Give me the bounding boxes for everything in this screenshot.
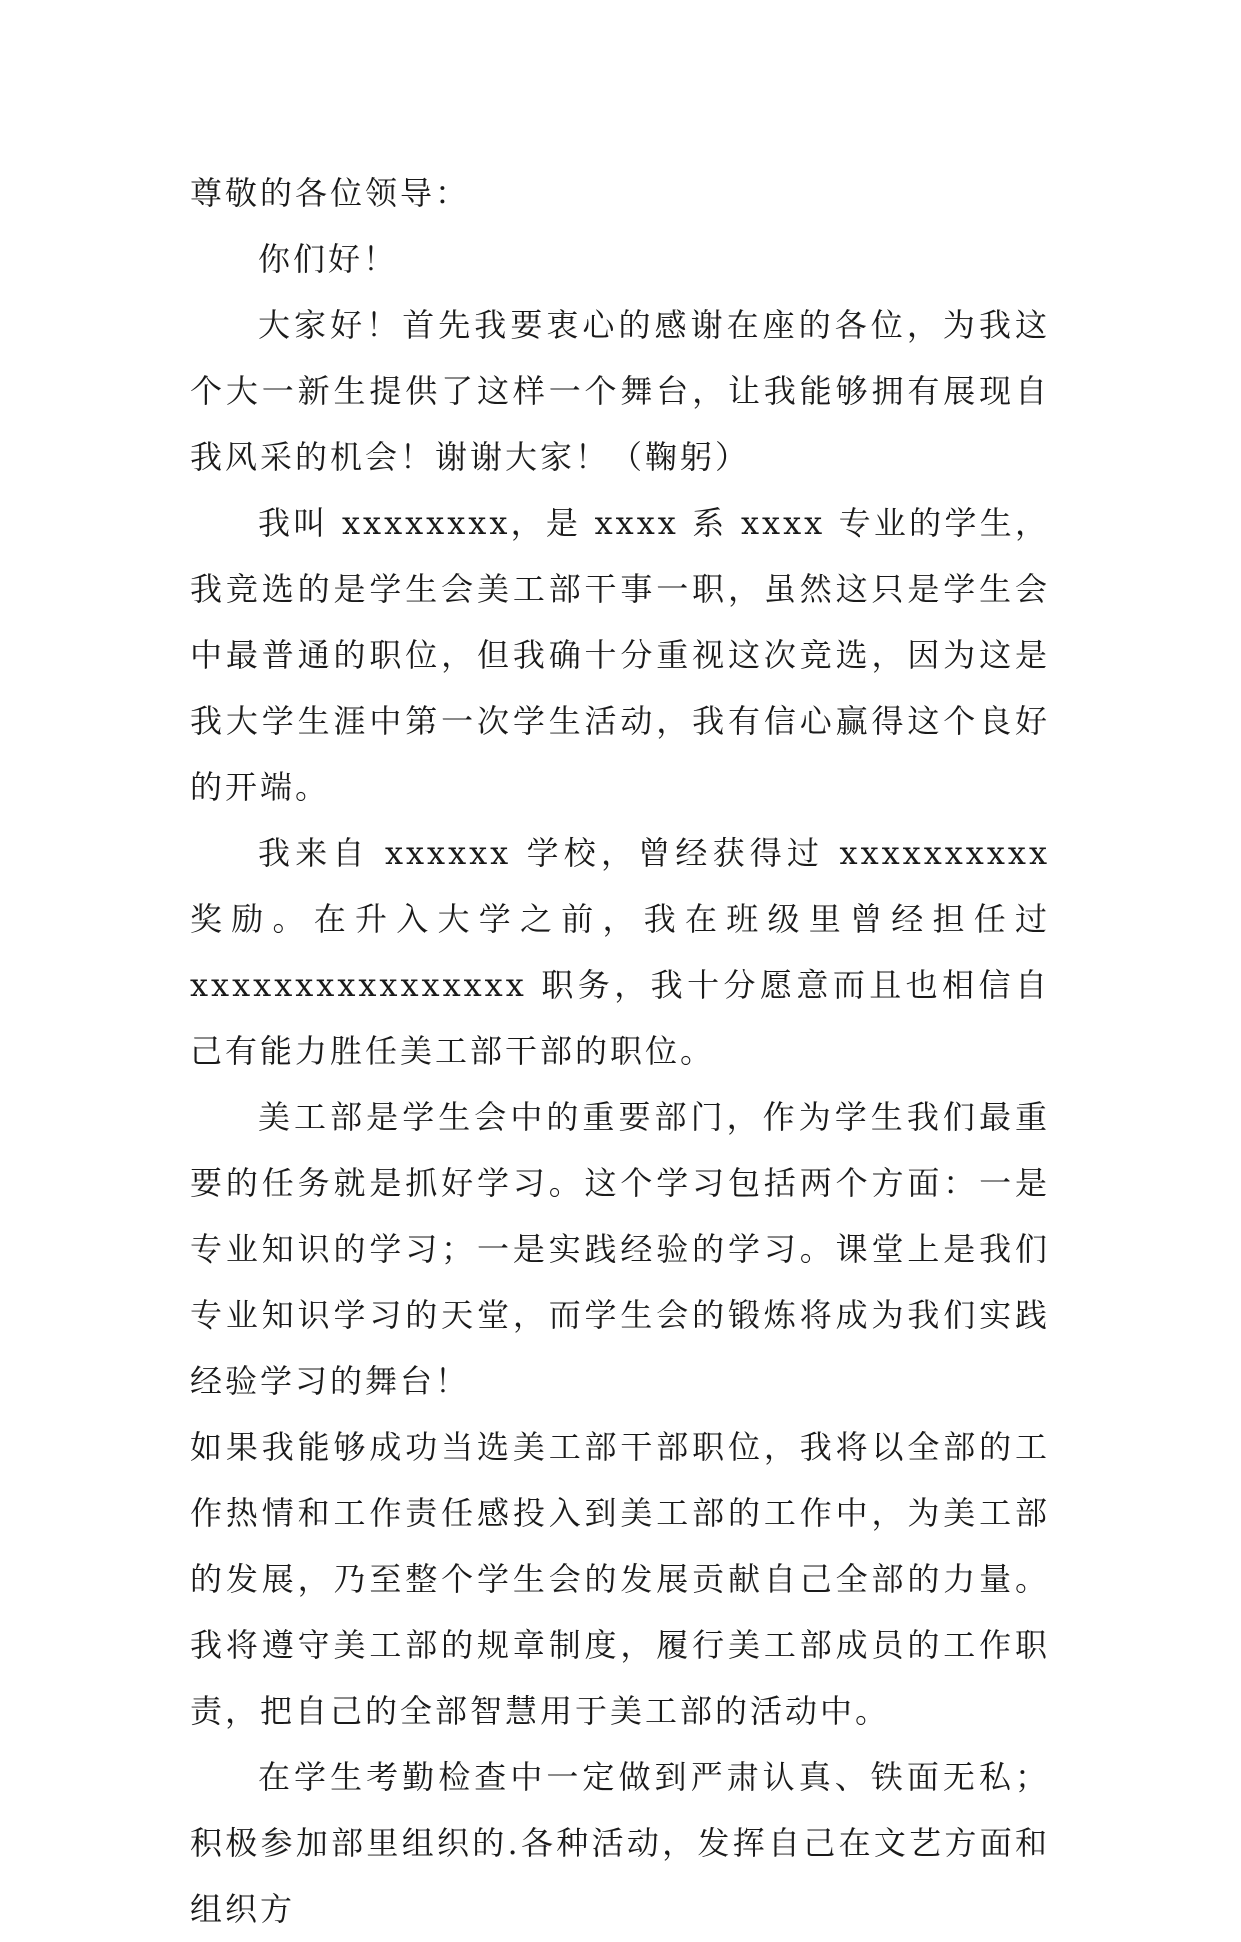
paragraph-commitment: 如果我能够成功当选美工部干部职位，我将以全部的工作热情和工作责任感投入到美工部的工作中，为美工部的发展，乃至整个学生会的发展贡献自己全部的力量。我将遵守美工部的规章制度，履行美工部成员的工作职责，把自己的全部智慧用于美工部的活动中。 <box>190 1428 1050 1730</box>
document-body <box>190 160 1050 1942</box>
paragraph-introduction: 我叫 xxxxxxxx，是 xxxx 系 xxxx 专业的学生，我竞选的是学生会美工部干事一职，虽然这只是学生会中最普通的职位，但我确十分重视这次竞选，因为这是我大学生涯中第一次学生活动，我有信心赢得这个良好的开端。 <box>190 504 1050 806</box>
paragraph-attendance: 在学生考勤检查中一定做到严肃认真、铁面无私；积极参加部里组织的.各种活动，发挥自己在文艺方面和组织方 <box>190 1758 1050 1928</box>
paragraph-thanks: 大家好！首先我要衷心的感谢在座的各位，为我这个大一新生提供了这样一个舞台，让我能够拥有展现自我风采的机会！谢谢大家！（鞠躬） <box>190 306 1050 476</box>
paragraph-department: 美工部是学生会中的重要部门，作为学生我们最重要的任务就是抓好学习。这个学习包括两个方面：一是专业知识的学习；一是实践经验的学习。课堂上是我们专业知识学习的天堂，而学生会的锻炼将成为我们实践经验学习的舞台！ <box>190 1098 1050 1400</box>
salutation: 尊敬的各位领导： <box>190 174 471 212</box>
paragraph-greeting: 你们好！ <box>258 240 399 278</box>
paragraph-background: 我来自 xxxxxx 学校，曾经获得过 xxxxxxxxxx 奖励。在升入大学之前，我在班级里曾经担任过 xxxxxxxxxxxxxxxx 职务，我十分愿意而且也相信自己有能力胜任美工部干部的职位。 <box>190 834 1050 1070</box>
